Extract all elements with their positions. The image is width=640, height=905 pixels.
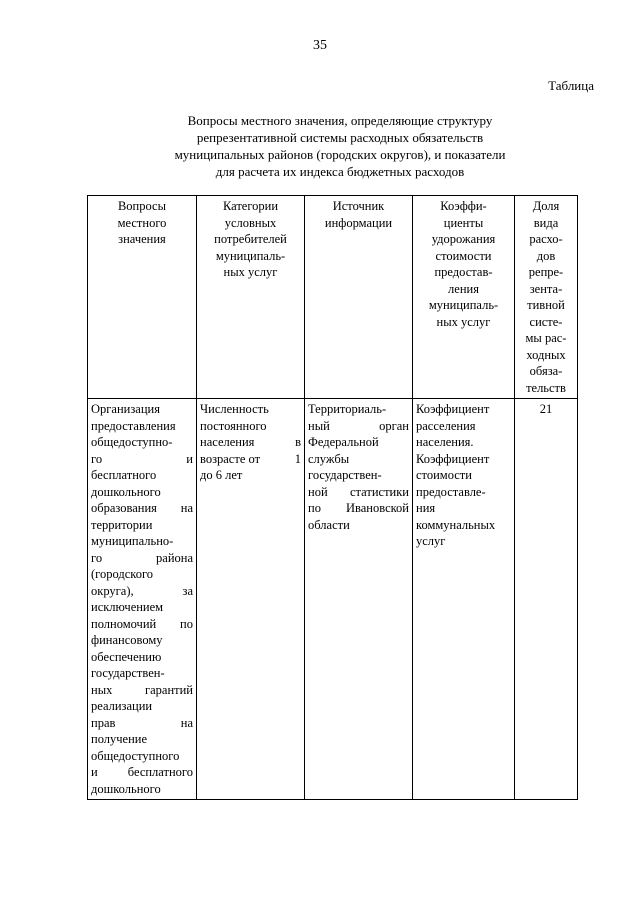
cell-line <box>200 434 301 451</box>
cell-line <box>91 533 193 550</box>
cell-line <box>91 764 193 781</box>
cell-line-text-end: в <box>295 435 301 449</box>
table-heading <box>120 112 560 180</box>
cell-line-text: Организация <box>91 402 160 416</box>
cell-line-text: получение <box>91 732 148 746</box>
cell-line <box>91 418 193 435</box>
cell-line <box>91 748 193 765</box>
cell-line-text: расселения <box>416 418 476 433</box>
cell-line-text: ный <box>308 418 330 433</box>
cell-line-text: общедоступного <box>91 748 180 763</box>
cell-line-text: Численность <box>200 402 269 416</box>
heading-line: Вопросы местного значения, определяющие структуру <box>187 113 493 128</box>
cell-line <box>91 731 193 748</box>
cell-line <box>91 599 193 616</box>
cell-line <box>416 401 511 418</box>
cell-line-text-end: района <box>156 550 193 565</box>
cell-line-text: дошкольного <box>91 781 161 796</box>
cell-line-text-end: 1 <box>294 451 301 466</box>
table-caption: Таблица <box>548 78 594 93</box>
cell-line-text-end: по <box>180 616 193 631</box>
cell-line-text-end: на <box>180 501 193 515</box>
cell-line-text: стоимости <box>416 468 472 482</box>
cell-consumer-category <box>197 399 305 800</box>
cell-line-text-end: за <box>182 583 193 598</box>
cell-line <box>416 484 511 501</box>
cell-line <box>308 517 409 534</box>
cell-line-text: округа), <box>91 583 134 598</box>
cell-line-text: территории <box>91 517 153 532</box>
cell-line-text: возрасте от <box>200 451 261 466</box>
cell-line-text: Коэффициент <box>416 451 490 466</box>
cell-line-text: коммунальных <box>416 517 496 532</box>
cell-line-text: государствен- <box>308 468 382 482</box>
cell-line-text: го <box>91 451 103 466</box>
table-header-row <box>88 196 578 399</box>
cell-line <box>200 401 301 418</box>
cell-line-text: до 6 лет <box>200 468 243 482</box>
cell-line-text: по <box>308 501 321 515</box>
cell-line-text: населения <box>200 435 255 449</box>
cell-line <box>308 451 409 468</box>
cell-line <box>91 583 193 600</box>
cell-line-text: Коэффициент <box>416 402 490 416</box>
cell-line <box>91 401 193 418</box>
cell-line <box>416 533 511 550</box>
cell-line-text: ния <box>416 501 436 515</box>
cell-line-text-end: статистики <box>349 484 409 499</box>
cell-line-text: Территориаль- <box>308 402 387 416</box>
header-questions: Вопросы местного значения <box>88 196 197 399</box>
cell-line-text: финансовому <box>91 633 163 647</box>
cell-line-text: государствен- <box>91 666 165 680</box>
cell-line-text-end: гарантий <box>144 682 193 697</box>
cell-coefficients <box>413 399 515 800</box>
cell-line-text: области <box>308 517 350 532</box>
cell-line <box>91 500 193 517</box>
cell-line <box>91 484 193 501</box>
cell-line <box>416 467 511 484</box>
cell-line-text: обеспечению <box>91 649 162 664</box>
cell-line-text: и <box>91 765 98 779</box>
table-row <box>88 399 578 800</box>
cell-line-text: ных <box>91 682 113 697</box>
header-cost-coefficients: Коэффи- циенты удорожания стоимости предостав- ления муниципаль- ных услуг <box>413 196 515 399</box>
cell-line-text-end: бесплатного <box>127 765 193 779</box>
cell-line-text: общедоступно- <box>91 435 173 449</box>
cell-line <box>91 682 193 699</box>
cell-question <box>88 399 197 800</box>
cell-line <box>91 649 193 666</box>
cell-line <box>91 781 193 798</box>
cell-line <box>91 451 193 468</box>
cell-line <box>416 451 511 468</box>
cell-line-text-end: Ивановской <box>345 501 409 515</box>
cell-line-text: предоставле- <box>416 484 486 499</box>
cell-line <box>200 451 301 468</box>
cell-line-text: (городского <box>91 567 154 581</box>
cell-line-text: постоянного <box>200 418 267 433</box>
cell-line <box>308 401 409 418</box>
cell-line <box>91 616 193 633</box>
cell-line <box>200 418 301 435</box>
cell-line-text-end: орган <box>379 418 409 433</box>
cell-line <box>416 517 511 534</box>
cell-line <box>91 434 193 451</box>
cell-line-text: реализации <box>91 699 153 713</box>
cell-line <box>416 434 511 451</box>
cell-line <box>91 698 193 715</box>
cell-line <box>416 418 511 435</box>
cell-line <box>91 566 193 583</box>
cell-line <box>308 418 409 435</box>
cell-expense-share: 21 <box>515 399 578 800</box>
cell-line <box>91 715 193 732</box>
cell-line-text: дошкольного <box>91 484 161 499</box>
cell-line <box>91 467 193 484</box>
cell-line-text: службы <box>308 451 350 466</box>
header-consumer-categories: Категории условных потребителей муниципаль- ных услуг <box>197 196 305 399</box>
cell-line-text-end: на <box>180 715 193 730</box>
heading-line: для расчета их индекса бюджетных расходов <box>215 164 465 179</box>
cell-line-text: Федеральной <box>308 435 379 449</box>
cell-line <box>308 467 409 484</box>
cell-line <box>308 484 409 501</box>
cell-line <box>416 500 511 517</box>
header-expense-share: Доля вида расхо- дов репре- зента- тивной систе- мы рас- ходных обяза- тельств <box>515 196 578 399</box>
cell-line <box>91 550 193 567</box>
cell-line <box>91 517 193 534</box>
cell-line-text: муниципально- <box>91 534 174 548</box>
cell-line-text-end: и <box>186 451 193 466</box>
page-number: 35 <box>313 38 327 53</box>
cell-line-text: образования <box>91 501 157 515</box>
cell-line <box>91 632 193 649</box>
cell-line <box>200 467 301 484</box>
cell-line-text: го <box>91 550 103 565</box>
cell-line-text: прав <box>91 715 116 730</box>
cell-line-text: бесплатного <box>91 468 157 482</box>
cell-line <box>308 500 409 517</box>
budget-table <box>87 195 578 800</box>
cell-line-text: населения. <box>416 435 474 449</box>
cell-line <box>91 665 193 682</box>
cell-line-text: предоставления <box>91 418 176 433</box>
cell-line-text: полномочий <box>91 616 157 631</box>
cell-line-text: исключением <box>91 600 164 614</box>
heading-line: муниципальных районов (городских округов), и показатели <box>174 147 506 162</box>
heading-line: репрезентативной системы расходных обязательств <box>196 130 484 145</box>
cell-info-source <box>305 399 413 800</box>
cell-line <box>308 434 409 451</box>
header-info-source: Источник информации <box>305 196 413 399</box>
cell-line-text: ной <box>308 484 328 499</box>
cell-line-text: услуг <box>416 534 446 548</box>
